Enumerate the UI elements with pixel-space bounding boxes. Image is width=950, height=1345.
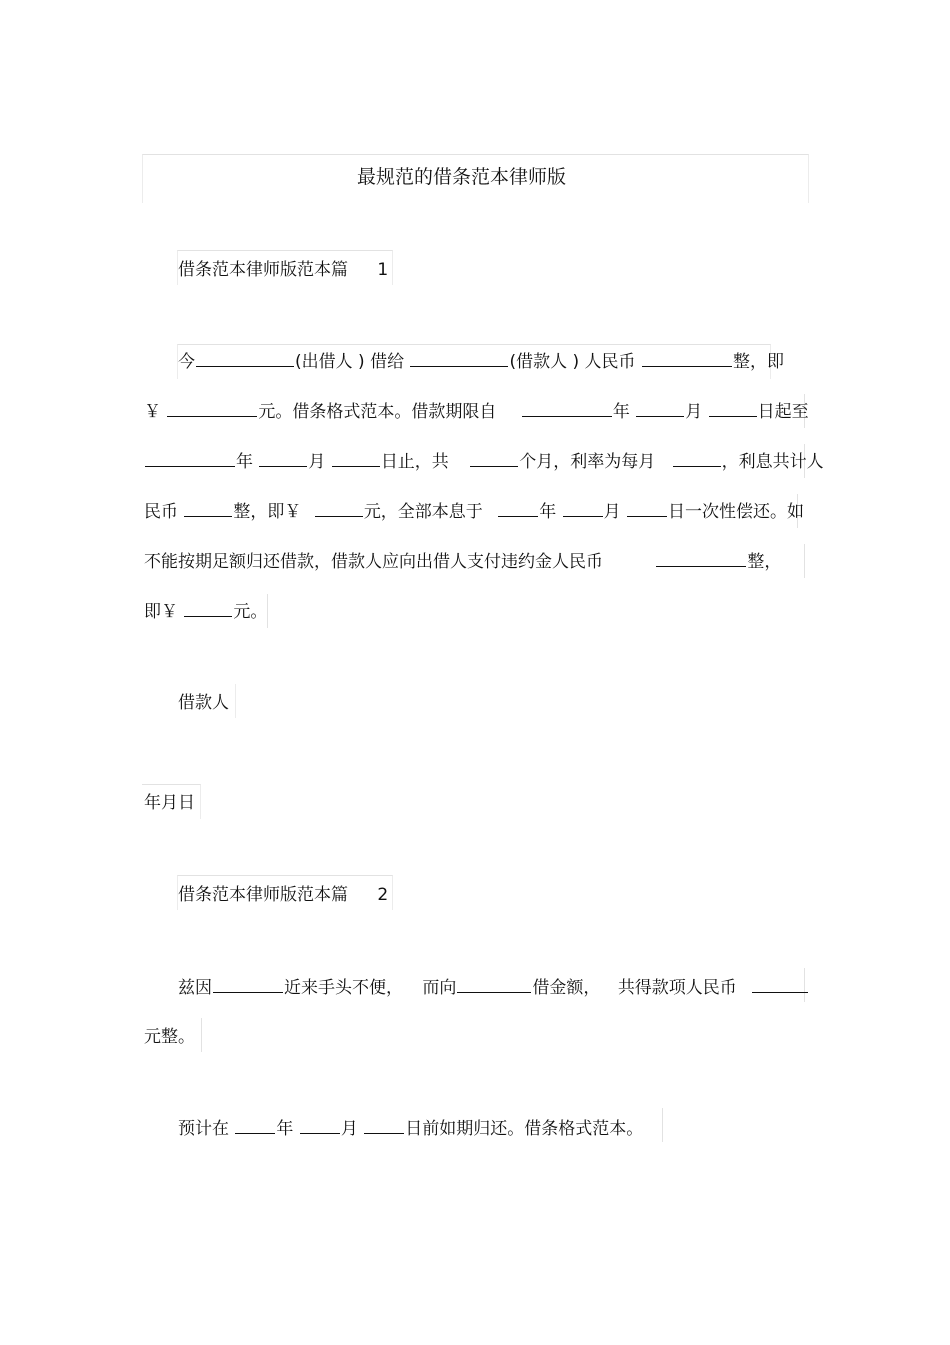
- text-segment: 年: [276, 1119, 294, 1139]
- due-day-blank: [364, 1116, 404, 1134]
- months-blank: [470, 449, 518, 467]
- text-segment: 月: [308, 452, 326, 472]
- document-title: 最规范的借条范本律师版: [357, 166, 567, 188]
- text-segment: 月: [685, 402, 703, 422]
- text-segment: 年: [539, 502, 557, 522]
- date-label: 年月日: [144, 793, 195, 813]
- section1-heading-text: 借条范本律师版范本篇: [178, 260, 348, 280]
- section2-heading-number: 2: [377, 885, 389, 905]
- para2-line2: 元整。: [144, 1027, 195, 1047]
- end-year-blank: [145, 449, 235, 467]
- text-segment: 借金额，: [532, 978, 601, 998]
- text-segment: 整，即: [732, 352, 784, 372]
- text-segment: 整，即￥: [233, 502, 302, 522]
- text-segment: 而向: [422, 978, 457, 998]
- para1-line6: [144, 599, 267, 623]
- amount-figure-blank: [167, 399, 257, 417]
- text-segment: 日止，共: [380, 452, 449, 472]
- text-segment: 元。: [233, 602, 268, 622]
- due-year-blank: [235, 1116, 275, 1134]
- text-segment: ￥: [144, 402, 161, 422]
- lender-name-blank: [196, 349, 294, 367]
- text-segment: (出借人 ) 借给: [295, 352, 405, 372]
- text-segment: 整，: [747, 552, 782, 572]
- text-segment: (借款人 ) 人民币: [509, 352, 636, 372]
- borrower-label: 借款人: [178, 693, 229, 713]
- para2-line1: [178, 975, 809, 999]
- text-segment: 不能按期足额归还借款，借款人应向出借人支付违约金人民币: [144, 552, 603, 572]
- start-year-blank: [522, 399, 612, 417]
- para1-line3: [144, 449, 824, 473]
- interest-rate-blank: [673, 449, 721, 467]
- interest-words-blank: [184, 499, 232, 517]
- amount-words-blank: [642, 349, 732, 367]
- text-segment: 即￥: [144, 602, 178, 622]
- end-day-blank: [332, 449, 380, 467]
- reason-blank: [213, 975, 283, 993]
- repay-day-blank: [627, 499, 667, 517]
- text-segment: 元，全部本息于: [363, 502, 483, 522]
- start-day-blank: [709, 399, 757, 417]
- text-segment: 民币: [144, 502, 178, 522]
- text-segment: 月: [340, 1119, 358, 1139]
- text-segment: 年: [236, 452, 253, 472]
- text-segment: 今: [178, 352, 195, 372]
- start-month-blank: [636, 399, 684, 417]
- text-segment: 共得款项人民币: [617, 978, 737, 998]
- amount-blank: [752, 975, 808, 993]
- section2-heading-text: 借条范本律师版范本篇: [178, 885, 348, 905]
- text-segment: 预计在: [178, 1119, 229, 1139]
- para1-line2: [144, 399, 809, 423]
- interest-figure-blank: [315, 499, 363, 517]
- text-segment: 元。借条格式范本。借款期限自: [258, 402, 497, 422]
- due-month-blank: [300, 1116, 340, 1134]
- penalty-words-blank: [656, 549, 746, 567]
- end-month-blank: [259, 449, 307, 467]
- text-segment: 月: [603, 502, 621, 522]
- section2-heading: [178, 883, 388, 907]
- text-segment: ，利息共计人: [721, 452, 824, 472]
- lender-blank: [457, 975, 531, 993]
- borrower-name-blank: [410, 349, 508, 367]
- repay-month-blank: [563, 499, 603, 517]
- text-segment: 日前如期归还。借条格式范本。: [405, 1119, 644, 1139]
- penalty-figure-blank: [184, 599, 232, 617]
- para2-line3: [178, 1116, 643, 1140]
- text-segment: 近来手头不便，: [284, 978, 403, 998]
- para1-line5: [144, 549, 781, 573]
- section1-heading-number: 1: [377, 260, 389, 280]
- para1-line4: [144, 499, 804, 523]
- text-segment: 兹因: [178, 978, 212, 998]
- para1-line1: [178, 349, 784, 373]
- text-segment: 日一次性偿还。如: [668, 502, 805, 522]
- text-segment: 个月，利率为每月: [519, 452, 656, 472]
- text-segment: 年: [612, 402, 630, 422]
- text-segment: 日起至: [757, 402, 809, 422]
- section1-heading: [178, 258, 388, 282]
- repay-year-blank: [498, 499, 538, 517]
